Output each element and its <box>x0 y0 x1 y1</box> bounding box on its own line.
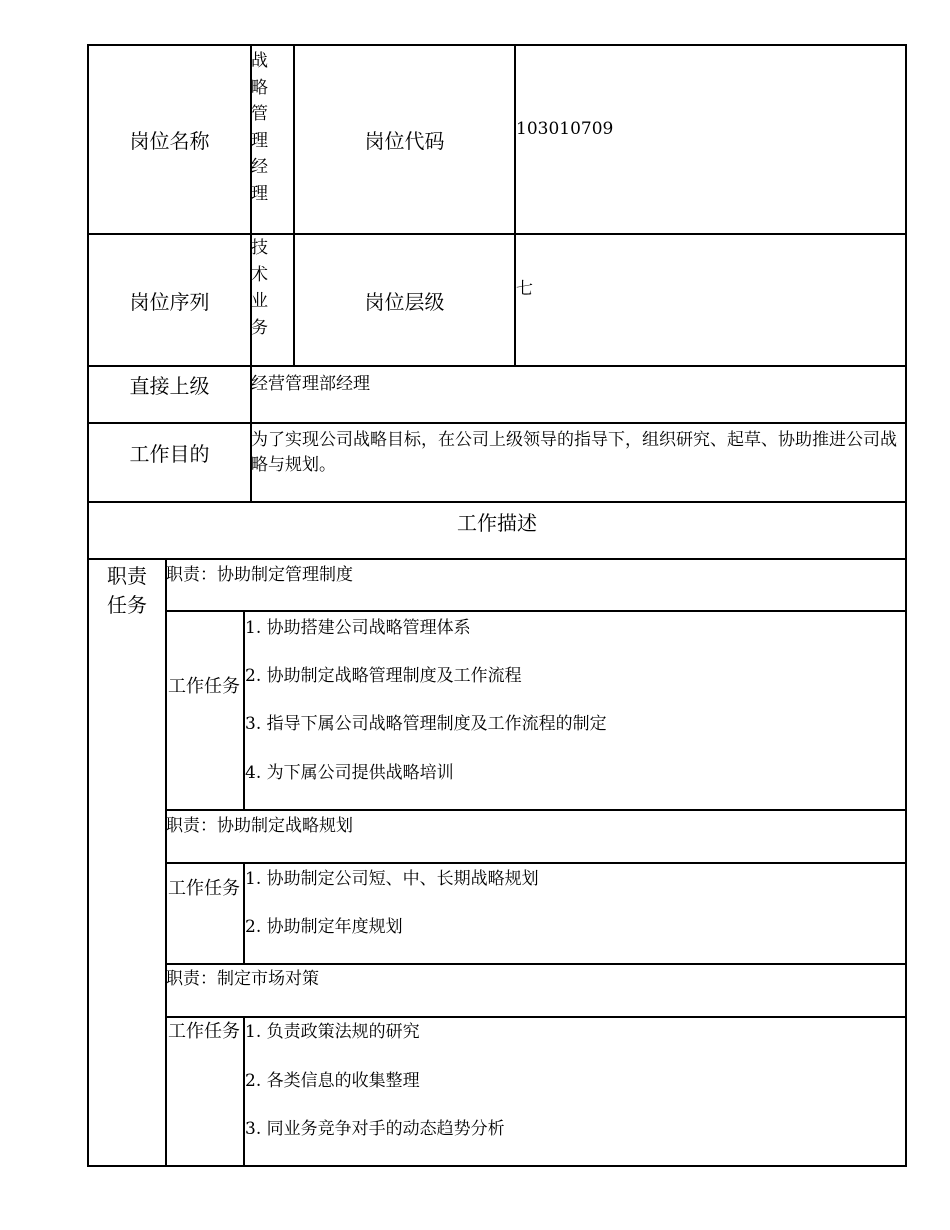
post-code-label: 岗位代码 <box>364 129 445 153</box>
task-label: 工作任务 <box>168 676 240 697</box>
post-series-label: 岗位序列 <box>129 289 210 314</box>
task-label: 工作任务 <box>168 878 240 899</box>
border-line <box>165 963 907 965</box>
task-item: 4. 为下属公司提供战略培训 <box>245 763 454 783</box>
task-item: 2. 协助制定年度规划 <box>245 917 403 937</box>
border-line <box>905 44 907 1167</box>
post-level-value: 七 <box>516 279 533 299</box>
border-line <box>514 44 516 367</box>
task-item: 2. 各类信息的收集整理 <box>245 1071 420 1091</box>
task-item: 3. 同业务竞争对手的动态趋势分析 <box>245 1119 505 1139</box>
border-line <box>87 558 907 560</box>
duty-title: 职责：协助制定战略规划 <box>166 816 353 836</box>
post-code-value: 103010709 <box>516 119 614 139</box>
superior-value: 经营管理部经理 <box>251 374 370 394</box>
responsibilities-label: 职责任务 <box>107 564 147 617</box>
post-name-value: 战略管理经理 <box>251 51 268 204</box>
task-item: 1. 协助搭建公司战略管理体系 <box>245 618 471 638</box>
border-line <box>165 1016 907 1018</box>
task-item: 1. 负责政策法规的研究 <box>245 1022 420 1042</box>
border-line <box>87 1165 907 1167</box>
task-item: 1. 协助制定公司短、中、长期战略规划 <box>245 869 539 889</box>
task-item: 2. 协助制定战略管理制度及工作流程 <box>245 666 522 686</box>
post-name-label: 岗位名称 <box>129 129 210 153</box>
description-title: 工作描述 <box>457 510 537 535</box>
task-label: 工作任务 <box>168 1021 240 1042</box>
superior-label: 直接上级 <box>129 373 210 398</box>
purpose-label: 工作目的 <box>129 441 210 466</box>
border-line <box>165 610 907 612</box>
duty-title: 职责：制定市场对策 <box>166 969 319 989</box>
border-line <box>165 862 907 864</box>
duty-title: 职责：协助制定管理制度 <box>166 565 353 585</box>
border-line <box>165 558 167 1167</box>
border-line <box>165 809 907 811</box>
post-level-label: 岗位层级 <box>364 289 445 314</box>
purpose-value: 为了实现公司战略目标，在公司上级领导的指导下，组织研究、起草、协助推进公司战略与规划。 <box>251 430 897 475</box>
post-series-value: 技术业务 <box>251 238 268 338</box>
task-item: 3. 指导下属公司战略管理制度及工作流程的制定 <box>245 714 607 734</box>
